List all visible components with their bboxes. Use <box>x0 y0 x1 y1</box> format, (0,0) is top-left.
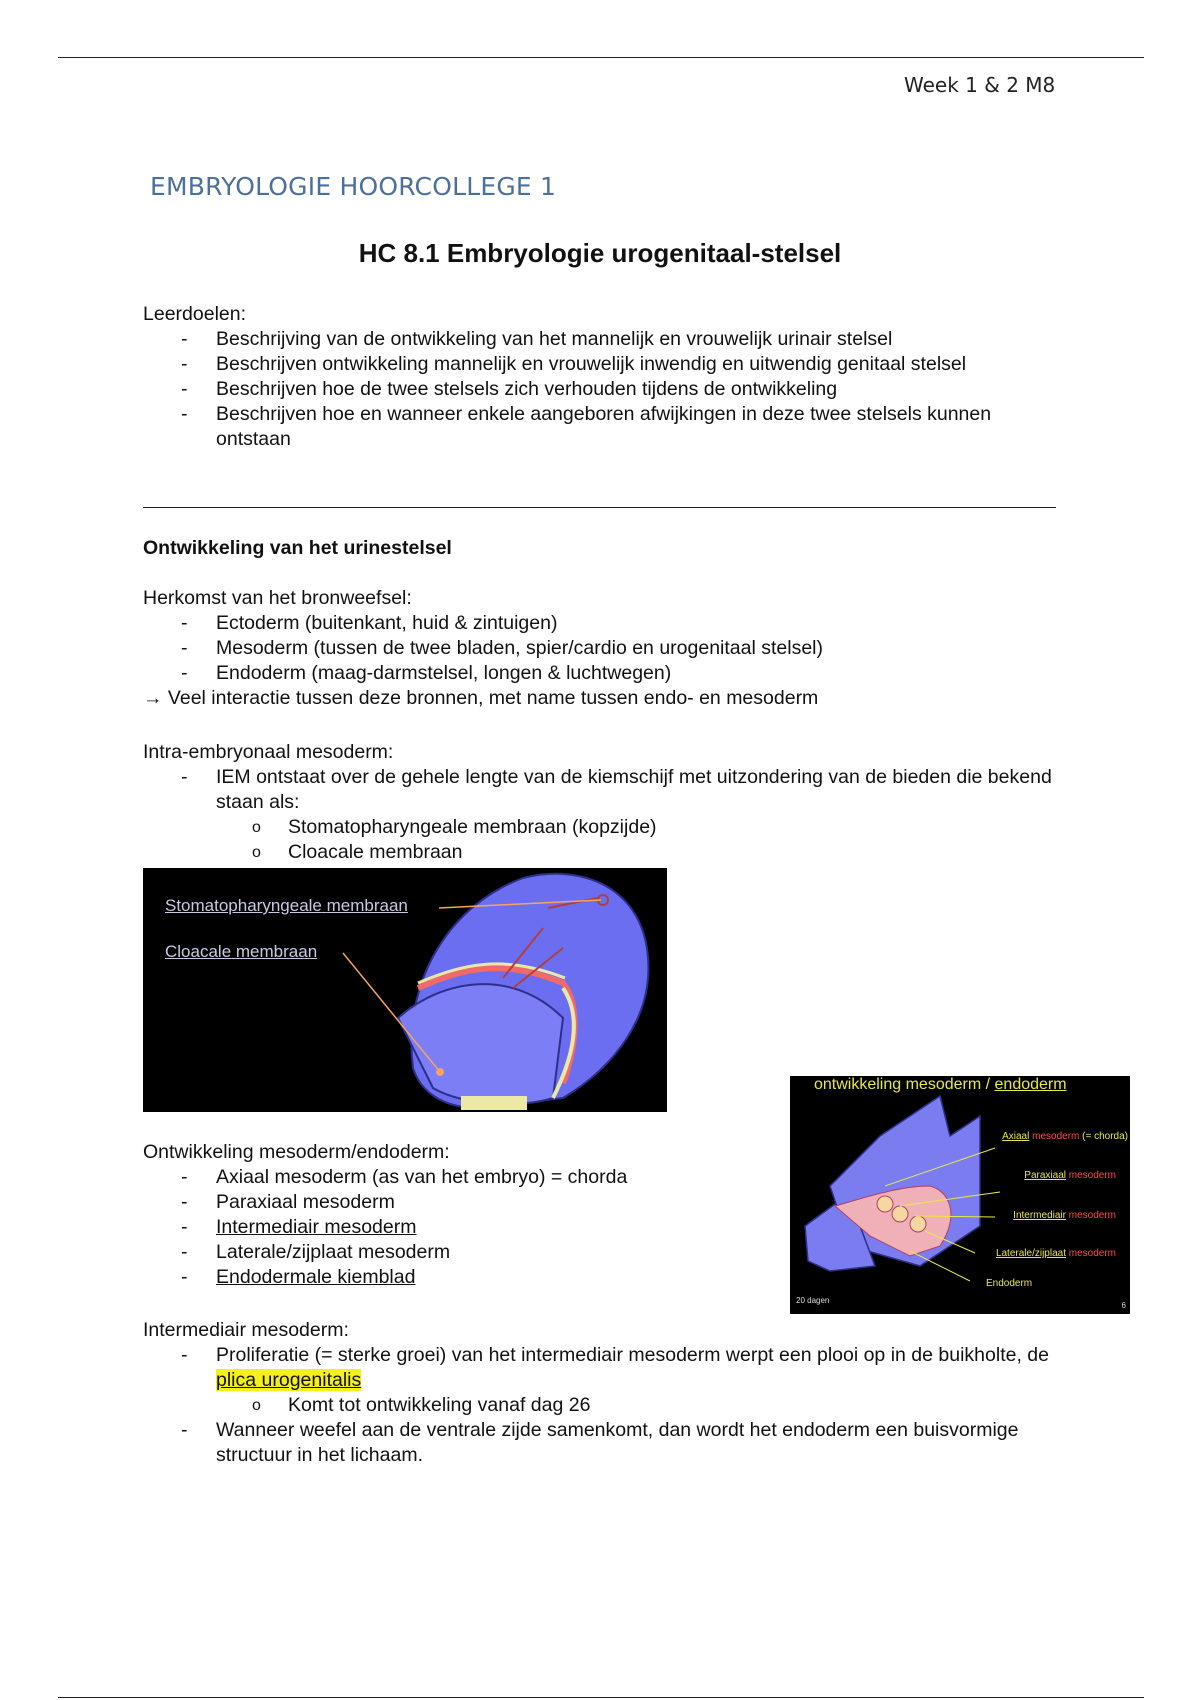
iem-block <box>143 740 1063 865</box>
list-item <box>143 1215 783 1240</box>
list-item: - Paraxiaal mesoderm <box>143 1190 783 1215</box>
figure2-label-text: mesoderm <box>1065 1170 1116 1181</box>
figure2-label-paraxial <box>1024 1170 1116 1181</box>
section-heading: Ontwikkeling van het urinestelsel <box>143 537 452 559</box>
figure2-label-intermediate <box>1013 1210 1116 1221</box>
figure2-label-text: Paraxiaal <box>1024 1170 1066 1181</box>
list-item <box>143 1343 1063 1393</box>
figure2-label-text: (= chorda) <box>1079 1131 1128 1142</box>
list-item: - Wanneer weefel aan de ventrale zijde samenkomt, dan wordt het endoderm een buisvormige structuur in het lichaam. <box>143 1418 1063 1468</box>
highlighted-term: plica urogenitalis <box>216 1369 362 1391</box>
figure2-label-text: Axiaal <box>1002 1131 1030 1142</box>
figure2-days: 20 dagen <box>796 1296 830 1305</box>
mesoderm-illustration <box>790 1076 1130 1314</box>
figure2-title <box>814 1076 1067 1094</box>
figure-label-text: membraan <box>235 942 318 961</box>
figure-label-stomatopharyngeal <box>165 896 408 916</box>
figure-label-text: Stomatopharyngeale <box>165 896 322 915</box>
figure2-label-text: Intermediair <box>1013 1210 1066 1221</box>
figure2-label-text: mesoderm <box>1029 1131 1080 1142</box>
intermediate-block <box>143 1318 1063 1468</box>
mesoderm-dev-label: Ontwikkeling mesoderm/endoderm: <box>143 1141 450 1163</box>
figure2-label-lateral <box>996 1248 1116 1259</box>
learning-goals-label: Leerdoelen: <box>143 303 247 325</box>
list-item: - Beschrijven hoe de twee stelsels zich verhouden tijdens de ontwikkeling <box>143 377 1043 402</box>
sub-list-item: o Komt tot ontwikkeling vanaf dag 26 <box>143 1393 1063 1418</box>
main-heading: EMBRYOLOGIE HOORCOLLEGE 1 <box>150 172 557 201</box>
figure2-label-axial <box>1002 1131 1128 1142</box>
list-item: - Beschrijven ontwikkeling mannelijk en vrouwelijk inwendig en uitwendig genitaal stelsel <box>143 352 1043 377</box>
sub-list-item: o Cloacale membraan <box>143 840 1063 865</box>
figure2-label-text: mesoderm <box>1065 1210 1116 1221</box>
header-week-label: Week 1 & 2 M8 <box>904 73 1056 97</box>
iem-label: Intra-embryonaal mesoderm: <box>143 741 394 763</box>
list-item: - Ectoderm (buitenkant, huid & zintuigen) <box>143 611 1063 636</box>
list-item: - Endoderm (maag-darmstelsel, longen & luchtwegen) <box>143 661 1063 686</box>
underlined-text: Intermediair mesoderm <box>216 1216 417 1238</box>
figure-label-cloacal <box>165 942 317 962</box>
figure2-title-text: endoderm <box>994 1076 1067 1093</box>
list-item <box>143 1265 783 1290</box>
figure2-page-number: 6 <box>1121 1301 1126 1310</box>
arrow-note: → Veel interactie tussen deze bronnen, met name tussen endo- en mesoderm <box>143 687 819 709</box>
mesoderm-endoderm-figure <box>790 1076 1130 1314</box>
figure-label-text: membraan <box>326 896 408 915</box>
mesoderm-dev-block <box>143 1140 783 1290</box>
intermediate-label: Intermediair mesoderm: <box>143 1319 349 1341</box>
learning-goals <box>143 302 1043 452</box>
list-item-text: Proliferatie (= sterke groei) van het intermediair mesoderm werpt een plooi op in de buikholte, de <box>216 1344 1049 1366</box>
figure2-label-endoderm: Endoderm <box>986 1278 1033 1289</box>
figure2-title-text: ontwikkeling mesoderm / <box>814 1076 995 1093</box>
origin-label: Herkomst van het bronweefsel: <box>143 587 412 609</box>
list-item: - IEM ontstaat over de gehele lengte van de kiemschijf met uitzondering van de bieden die bekend staan als: <box>143 765 1063 815</box>
underlined-text: Endodermale kiemblad <box>216 1266 416 1288</box>
figure2-label-text: Laterale/zijplaat <box>995 1248 1066 1259</box>
embryo-membranes-figure <box>143 868 667 1112</box>
sub-list-item: o Stomatopharyngeale membraan (kopzijde) <box>143 815 1063 840</box>
figure2-label-text: mesoderm <box>1065 1248 1116 1259</box>
origin-block <box>143 586 1063 711</box>
list-item: - Laterale/zijplaat mesoderm <box>143 1240 783 1265</box>
section-divider <box>143 507 1056 508</box>
list-item: - Beschrijven hoe en wanneer enkele aangeboren afwijkingen in deze twee stelsels kunnen ontstaan <box>143 402 1043 452</box>
list-item: - Mesoderm (tussen de twee bladen, spier/cardio en urogenitaal stelsel) <box>143 636 1063 661</box>
bottom-rule <box>58 1697 1144 1698</box>
figure-label-text: Cloacale <box>165 942 232 961</box>
list-item: - Axiaal mesoderm (as van het embryo) = chorda <box>143 1165 783 1190</box>
top-rule <box>58 57 1144 58</box>
list-item: - Beschrijving van de ontwikkeling van het mannelijk en vrouwelijk urinair stelsel <box>143 327 1043 352</box>
page-title: HC 8.1 Embryologie urogenitaal-stelsel <box>358 238 842 268</box>
